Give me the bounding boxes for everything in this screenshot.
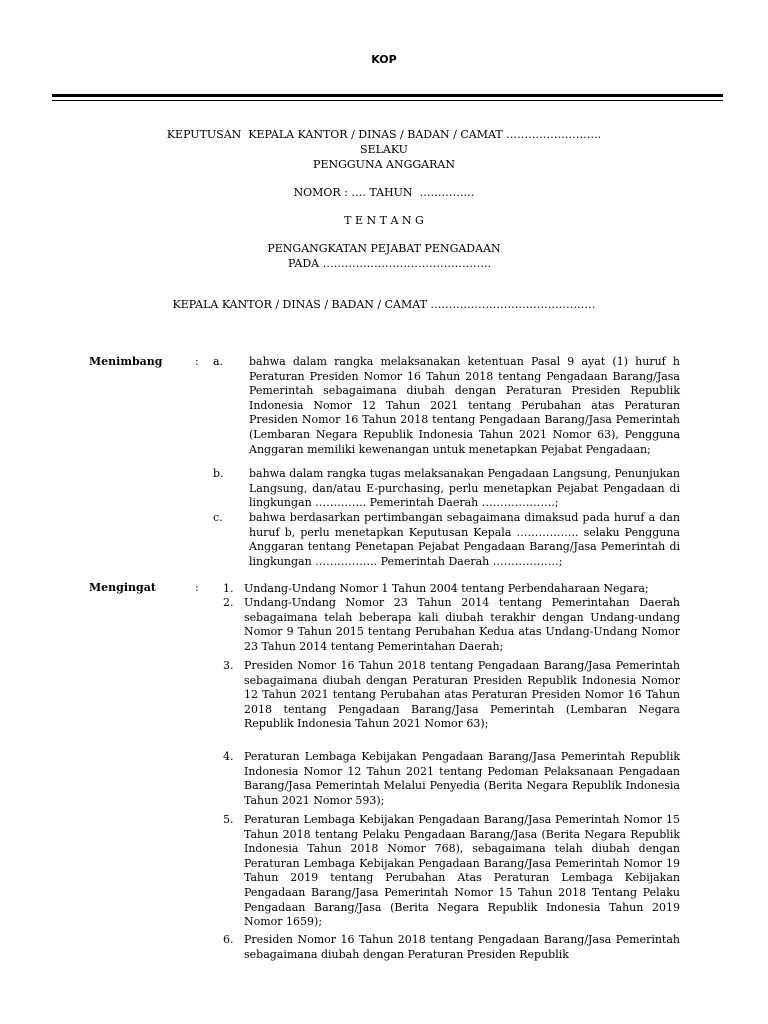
menimbang-item-a-text: bahwa dalam rangka melaksanakan ketentuan Pasal 9 ayat (1) huruf h Peraturan Presiden Nomor 16 Tahun 2018 tentang Pengadaan Barang/Jasa Pemerintah sebagaimana diubah dengan Peraturan Presiden Republik Indonesia Nomor 12 Tahun 2021 tentang Perubahan atas Peraturan Presiden Nomor 16 Tahun 2018 tentang Pengadaan Barang/Jasa Pemerintah (Lembaran Negara Republik Indonesia Tahun 2021 Nomor 63), Pengguna Anggaran memiliki kewenangan untuk menetapkan Pejabat Pengadaan; (249, 355, 680, 456)
menimbang-label: Menimbang (89, 355, 163, 368)
mengingat-item-4-mark: 4. (223, 750, 234, 763)
decree-title-line3: PENGGUNA ANGGARAN (313, 158, 455, 171)
decree-title-line1: KEPUTUSAN KEPALA KANTOR / DINAS / BADAN / CAMAT …………………….. (166, 128, 602, 141)
mengingat-colon: : (195, 581, 199, 594)
mengingat-item-4-text: Peraturan Lembaga Kebijakan Pengadaan Barang/Jasa Pemerintah Republik Indonesia Nomor 12 Tahun 2021 tentang Pedoman Pelaksanaan Pengadaan Barang/Jasa Pemerintah Melalui Penyedia (Berita Negara Republik Indonesia Tahun 2021 Nomor 593); (244, 750, 680, 807)
mengingat-item-3-text: Presiden Nomor 16 Tahun 2018 tentang Pengadaan Barang/Jasa Pemerintah sebagaimana diubah dengan Peraturan Presiden Republik Indonesia Nomor 12 Tahun 2021 tentang Perubahan atas Peraturan Presiden Nomor 16 Tahun 2018 tentang Pengadaan Barang/Jasa Pemerintah (Lembaran Negara Republik Indonesia Tahun 2021 Nomor 63); (244, 659, 680, 731)
decree-number: NOMOR : …. TAHUN …………… (293, 186, 475, 199)
decree-subject-line2: PADA ………………………………………. (288, 257, 492, 270)
decree-title-line2: SELAKU (360, 143, 408, 156)
letterhead-rule-thin (52, 100, 723, 101)
mengingat-item-6-text: Presiden Nomor 16 Tahun 2018 tentang Pengadaan Barang/Jasa Pemerintah sebagaimana diubah dengan Peraturan Presiden Republik (244, 933, 680, 961)
menimbang-item-c-text: bahwa berdasarkan pertimbangan sebagaimana dimaksud pada huruf a dan huruf b, perlu menetapkan Keputusan Kepala …………….. selaku Pengguna Anggaran tentang Penetapan Pejabat Pengadaan Barang/Jasa Pemerintah di lingkungan …………….. Pemerintah Daerah ………………; (249, 511, 680, 568)
mengingat-item-1-mark: 1. (223, 582, 234, 595)
menimbang-colon: : (195, 355, 199, 368)
mengingat-item-5-text: Peraturan Lembaga Kebijakan Pengadaan Barang/Jasa Pemerintah Nomor 15 Tahun 2018 tentang Pelaku Pengadaan Barang/Jasa (Berita Negara Republik Indonesia Tahun 2018 Nomor 768), sebagaimana telah diubah dengan Peraturan Lembaga Kebijakan Pengadaan Barang/Jasa Pemerintah Nomor 19 Tahun 2019 tentang Perubahan Atas Peraturan Lembaga Kebijakan Pengadaan Barang/Jasa Pemerintah Nomor 15 Tahun 2018 Tentang Pelaku Pengadaan Barang/Jasa (Berita Negara Republik Indonesia Tahun 2019 Nomor 1659); (244, 813, 680, 929)
mengingat-item-1-text: Undang-Undang Nomor 1 Tahun 2004 tentang Perbendaharaan Negara; (244, 582, 649, 595)
letterhead-rule-thick (52, 94, 723, 97)
mengingat-label: Mengingat (89, 581, 156, 594)
decree-tentang: T E N T A N G (344, 214, 424, 227)
mengingat-item-2-text: Undang-Undang Nomor 23 Tahun 2014 tentang Pemerintahan Daerah sebagaimana telah beberapa kali diubah terakhir dengan Undang-undang Nomor 9 Tahun 2015 tentang Perubahan Kedua atas Undang-Undang Nomor 23 Tahun 2014 tentang Pemerintahan Daerah; (244, 596, 680, 653)
mengingat-item-5-mark: 5. (223, 813, 234, 826)
mengingat-item-6-mark: 6. (223, 933, 234, 946)
menimbang-item-b-mark: b. (213, 467, 224, 480)
mengingat-item-3-mark: 3. (223, 659, 234, 672)
menimbang-item-a-mark: a. (213, 355, 224, 368)
mengingat-item-2-mark: 2. (223, 596, 234, 609)
menimbang-item-c-mark: c. (213, 511, 223, 524)
issuing-official: KEPALA KANTOR / DINAS / BADAN / CAMAT ……………………………………… (172, 298, 596, 311)
menimbang-item-b-text: bahwa dalam rangka tugas melaksanakan Pengadaan Langsung, Penunjukan Langsung, dan/atau E-purchasing, perlu menetapkan Pejabat Pengadaan di lingkungan ………….. Pemerintah Daerah ………………..; (249, 467, 680, 510)
decree-subject-line1: PENGANGKATAN PEJABAT PENGADAAN (267, 242, 501, 255)
kop-heading: KOP (371, 53, 397, 66)
